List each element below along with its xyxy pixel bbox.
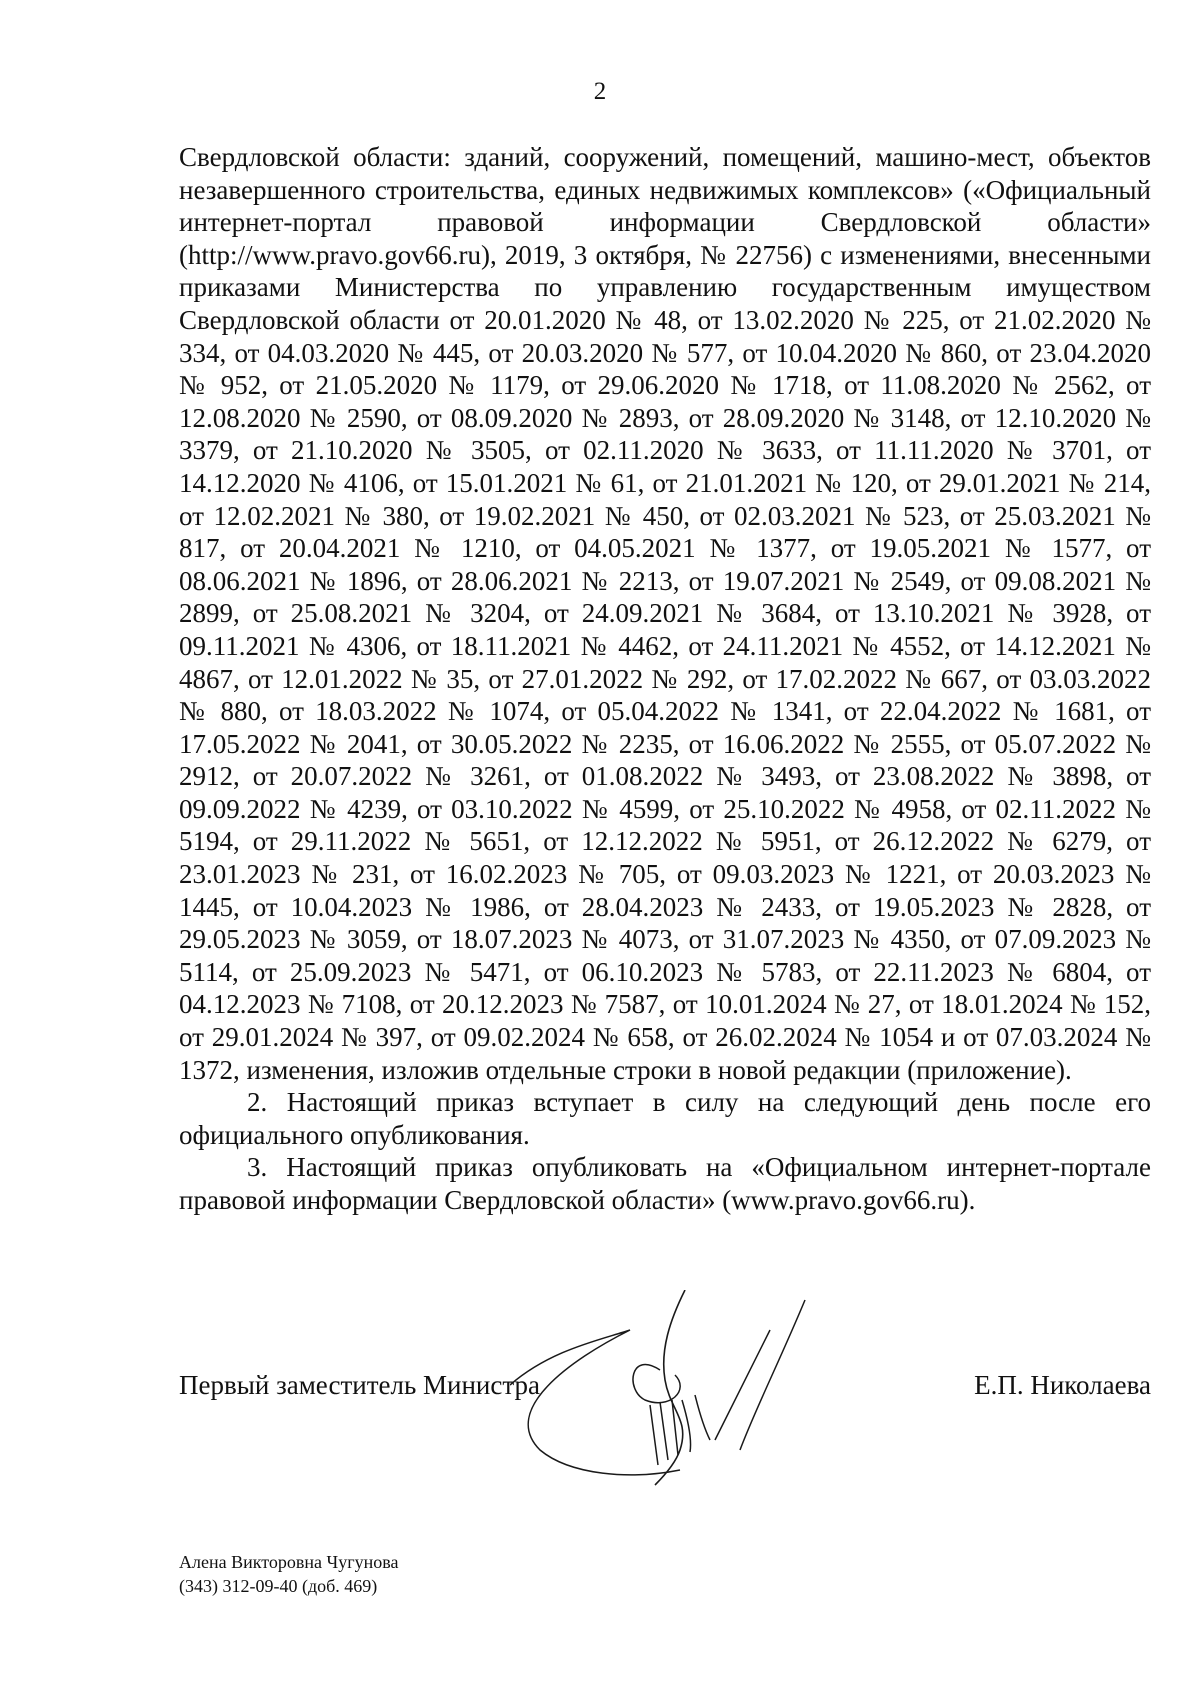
handwritten-signature (510, 1290, 870, 1490)
executor-name: Алена Викторовна Чугунова (179, 1552, 399, 1572)
executor-contact (179, 1550, 398, 1598)
paragraph-effective-date: 2. Настоящий приказ вступает в силу на следующий день после его официального опубликования. (179, 1087, 1151, 1150)
paragraph-amendments: Свердловской области: зданий, сооружений, помещений, машино-мест, объектов незавершенного строительства, единых недвижимых комплексов» («Официальный интернет-портал правовой информации Свердловской области» (http://www.pravo.gov66.ru), 2019, 3 октября, № 22756) с изменениями, внесенными приказами Министерства по управлению государственным имуществом Свердловской области от 20.01.2020 № 48, от 13.02.2020 № 225, от 21.02.2020 № 334, от 04.03.2020 № 445, от 20.03.2020 № 577, от 10.04.2020 № 860, от 23.04.2020 № 952, от 21.05.2020 № 1179, от 29.06.2020 № 1718, от 11.08.2020 № 2562, от 12.08.2020 № 2590, от 08.09.2020 № 2893, от 28.09.2020 № 3148, от 12.10.2020 № 3379, от 21.10.2020 № 3505, от 02.11.2020 № 3633, от 11.11.2020 № 3701, от 14.12.2020 № 4106, от 15.01.2021 № 61, от 21.01.2021 № 120, от 29.01.2021 № 214, от 12.02.2021 № 380, от 19.02.2021 № 450, от 02.03.2021 № 523, от 25.03.2021 № 817, от 20.04.2021 № 1210, от 04.05.2021 № 1377, от 19.05.2021 № 1577, от 08.06.2021 № 1896, от 28.06.2021 № 2213, от 19.07.2021 № 2549, от 09.08.2021 № 2899, от 25.08.2021 № 3204, от 24.09.2021 № 3684, от 13.10.2021 № 3928, от 09.11.2021 № 4306, от 18.11.2021 № 4462, от 24.11.2021 № 4552, от 14.12.2021 № 4867, от 12.01.2022 № 35, от 27.01.2022 № 292, от 17.02.2022 № 667, от 03.03.2022 № 880, от 18.03.2022 № 1074, от 05.04.2022 № 1341, от 22.04.2022 № 1681, от 17.05.2022 № 2041, от 30.05.2022 № 2235, от 16.06.2022 № 2555, от 05.07.2022 № 2912, от 20.07.2022 № 3261, от 01.08.2022 № 3493, от 23.08.2022 № 3898, от 09.09.2022 № 4239, от 03.10.2022 № 4599, от 25.10.2022 № 4958, от 02.11.2022 № 5194, от 29.11.2022 № 5651, от 12.12.2022 № 5951, от 26.12.2022 № 6279, от 23.01.2023 № 231, от 16.02.2023 № 705, от 09.03.2023 № 1221, от 20.03.2023 № 1445, от 10.04.2023 № 1986, от 28.04.2023 № 2433, от 19.05.2023 № 2828, от 29.05.2023 № 3059, от 18.07.2023 № 4073, от 31.07.2023 № 4350, от 07.09.2023 № 5114, от 25.09.2023 № 5471, от 06.10.2023 № 5783, от 22.11.2023 № 6804, от 04.12.2023 № 7108, от 20.12.2023 № 7587, от 10.01.2024 № 27, от 18.01.2024 № 152, от 29.01.2024 № 397, от 09.02.2024 № 658, от 26.02.2024 № 1054 и от 07.03.2024 № 1372, изменения, изложив отдельные строки в новой редакции (приложение). (179, 142, 1151, 1085)
paragraph-publication: 3. Настоящий приказ опубликовать на «Официальном интернет-портале правовой информации Свердловской области» (www.pravo.gov66.ru). (179, 1152, 1151, 1215)
signer-position: Первый заместитель Министра (179, 1370, 540, 1400)
document-body (179, 141, 1151, 1217)
signer-name: Е.П. Николаева (974, 1370, 1151, 1400)
page-number: 2 (593, 78, 607, 105)
executor-phone: (343) 312-09-40 (доб. 469) (179, 1576, 378, 1596)
